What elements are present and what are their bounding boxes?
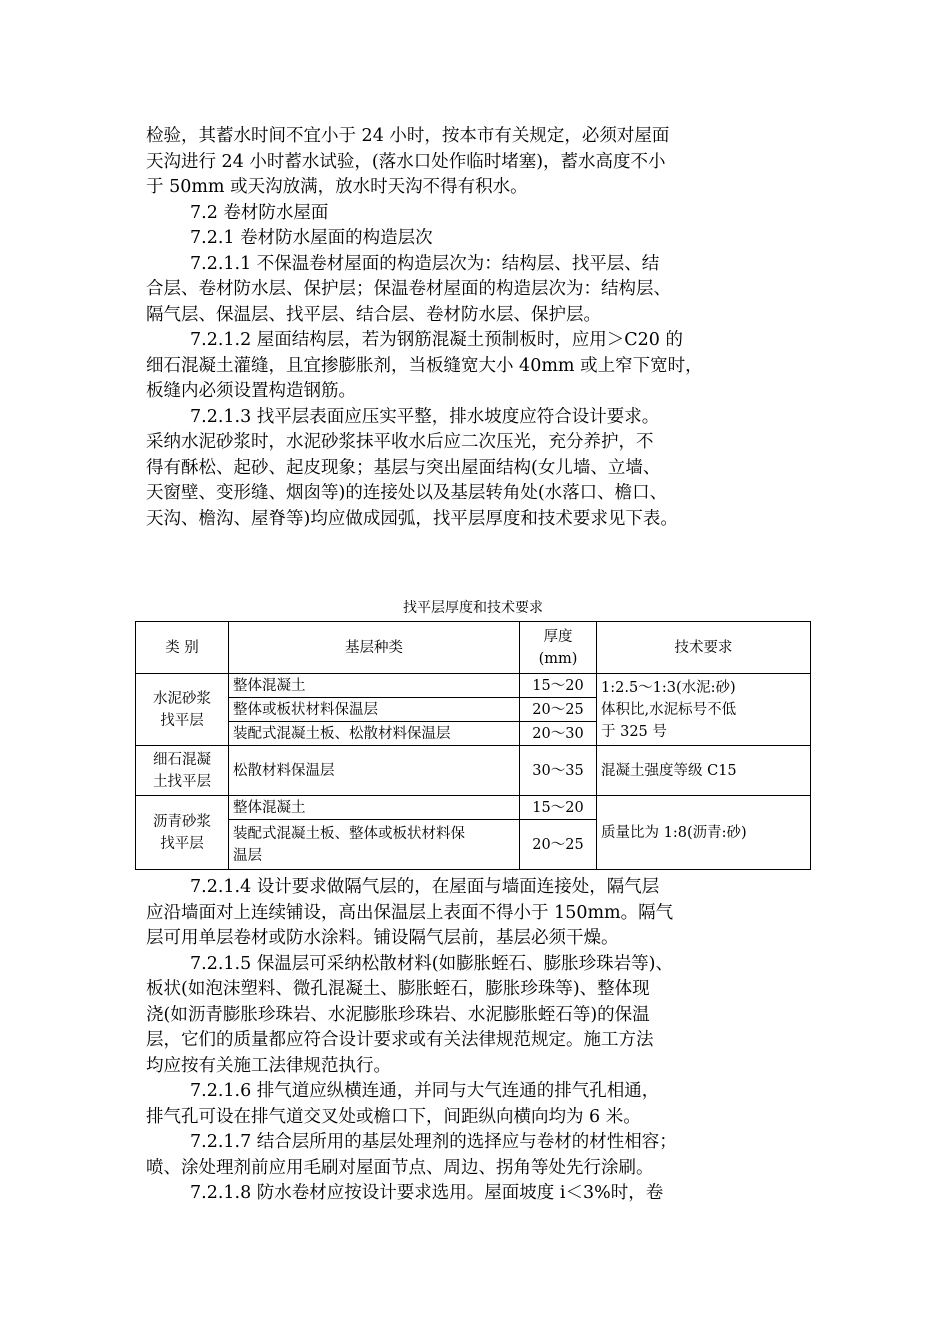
requirement-line: 于 325 号: [601, 723, 667, 740]
text-line: 浇(如沥青膨胀珍珠岩、水泥膨胀珍珠岩、水泥膨胀蛭石等)的保温: [146, 1004, 650, 1025]
text-line: 7.2.1.5 保温层可采纳松散材料(如膨胀蛭石、膨胀珍珠岩等)、: [190, 953, 673, 974]
top-text-block: [146, 124, 806, 532]
paragraph: [146, 1181, 806, 1207]
paragraph: [146, 875, 806, 952]
category-cell: [136, 796, 229, 870]
category-cell: [136, 674, 229, 746]
category-line: 沥青砂浆: [153, 813, 211, 830]
text-line: 于 50mm 或天沟放满，放水时天沟不得有积水。: [146, 177, 528, 197]
text-line: 7.2.1.2 屋面结构层，若为钢筋混凝土预制板时，应用＞C20 的: [190, 330, 684, 350]
header-requirement: 技术要求: [597, 622, 811, 674]
paragraph: [146, 405, 806, 533]
bottom-text-block: [146, 875, 806, 1207]
leveling-layer-table: [135, 621, 811, 870]
base-cell: 整体混凝土: [229, 674, 520, 698]
paragraph: [146, 201, 806, 227]
header-thickness-label: 厚度: [543, 628, 573, 645]
paragraph: [146, 1079, 806, 1130]
requirement-cell: 质量比为 1:8(沥青:砂): [597, 796, 811, 870]
text-line: 7.2.1 卷材防水屋面的构造层次: [190, 228, 433, 248]
table-row: [136, 796, 811, 820]
text-line: 7.2 卷材防水屋面: [190, 202, 329, 223]
requirement-line: 体积比,水泥标号不低: [601, 701, 737, 718]
text-line: 层，它们的质量都应符合设计要求或有关法律规范规定。施工方法: [146, 1030, 654, 1050]
base-cell: 整体或板状材料保温层: [229, 698, 520, 722]
paragraph: [146, 252, 806, 329]
text-line: 得有酥松、起砂、起皮现象；基层与突出屋面结构(女儿墙、立墙、: [146, 457, 661, 478]
header-category: 类 别: [136, 622, 229, 674]
category-line: 找平层: [160, 712, 204, 729]
text-line: 检验，其蓄水时间不宜小于 24 小时，按本市有关规定，必须对屋面: [146, 126, 670, 146]
paragraph: [146, 328, 806, 405]
thickness-cell: 20～25: [520, 698, 597, 722]
requirement-line: 1:2.5～1:3(水泥:砂): [601, 679, 736, 696]
text-line: 7.2.1.7 结合层所用的基层处理剂的选择应与卷材的材性相容；: [190, 1132, 677, 1152]
text-line: 层可用单层卷材或防水涂料。铺设隔气层前，基层必须干燥。: [146, 928, 619, 948]
category-line: 土找平层: [153, 773, 211, 790]
thickness-cell: 15～20: [520, 796, 597, 820]
text-line: 7.2.1.4 设计要求做隔气层的，在屋面与墙面连接处，隔气层: [190, 877, 660, 897]
paragraph: [146, 1130, 806, 1181]
requirement-cell: [597, 674, 811, 746]
thickness-cell: 20～25: [520, 820, 597, 870]
table-row: [136, 746, 811, 796]
base-cell: 松散材料保温层: [229, 746, 520, 796]
table-caption: 找平层厚度和技术要求: [403, 600, 543, 616]
paragraph: [146, 124, 806, 201]
base-cell: 装配式混凝土板、松散材料保温层: [229, 722, 520, 746]
category-cell: [136, 746, 229, 796]
text-line: 应沿墙面对上连续铺设，高出保温层上表面不得小于 150mm。隔气: [146, 902, 674, 923]
text-line: 7.2.1.1 不保温卷材屋面的构造层次为：结构层、找平层、结: [190, 253, 660, 274]
text-line: 7.2.1.3 找平层表面应压实平整，排水坡度应符合设计要求。: [190, 406, 660, 427]
base-line: 温层: [233, 847, 262, 864]
thickness-cell: 20～30: [520, 722, 597, 746]
base-line: 装配式混凝土板、整体或板状材料保: [233, 825, 465, 842]
category-line: 水泥砂浆: [153, 690, 211, 707]
text-line: 天沟、檐沟、屋脊等)均应做成园弧，找平层厚度和技术要求见下表。: [146, 508, 678, 529]
text-line: 板状(如泡沫塑料、微孔混凝土、膨胀蛭石，膨胀珍珠等)、整体现: [146, 979, 650, 999]
text-line: 隔气层、保温层、找平层、结合层、卷材防水层、保护层。: [146, 304, 601, 325]
paragraph: [146, 952, 806, 1080]
header-base-type: 基层种类: [229, 622, 520, 674]
text-line: 排气孔可设在排气道交叉处或檐口下，间距纵向横向均为 6 米。: [146, 1106, 641, 1127]
base-cell: 整体混凝土: [229, 796, 520, 820]
text-line: 7.2.1.6 排气道应纵横连通，并同与大气连通的排气孔相通，: [190, 1081, 660, 1101]
requirement-cell: 混凝土强度等级 C15: [597, 746, 811, 796]
category-line: 找平层: [160, 835, 204, 852]
paragraph: [146, 226, 806, 252]
thickness-cell: 30～35: [520, 746, 597, 796]
header-thickness-unit: (mm): [538, 650, 578, 667]
category-line: 细石混凝: [153, 751, 211, 768]
text-line: 天沟进行 24 小时蓄水试验，(落水口处作临时堵塞)，蓄水高度不小: [146, 151, 666, 172]
text-line: 合层、卷材防水层、保护层；保温卷材屋面的构造层次为：结构层、: [146, 279, 671, 299]
text-line: 天窗壁、变形缝、烟囱等)的连接处以及基层转角处(水落口、檐口、: [146, 483, 668, 503]
text-line: 均应按有关施工法律规范执行。: [146, 1055, 391, 1076]
text-line: 板缝内必须设置构造钢筋。: [146, 381, 356, 401]
header-thickness: [520, 622, 597, 674]
text-line: 采纳水泥砂浆时，水泥砂浆抹平收水后应二次压光，充分养护，不: [146, 432, 654, 452]
table-header-row: [136, 622, 811, 674]
table-row: [136, 674, 811, 698]
text-line: 喷、涂处理剂前应用毛刷对屋面节点、周边、拐角等处先行涂刷。: [146, 1157, 654, 1178]
thickness-cell: 15～20: [520, 674, 597, 698]
text-line: 7.2.1.8 防水卷材应按设计要求选用。屋面坡度 i＜3%时，卷: [190, 1183, 664, 1203]
text-line: 细石混凝土灌缝，且宜掺膨胀剂，当板缝宽大小 40mm 或上窄下宽时，: [146, 355, 703, 376]
base-cell: [229, 820, 520, 870]
